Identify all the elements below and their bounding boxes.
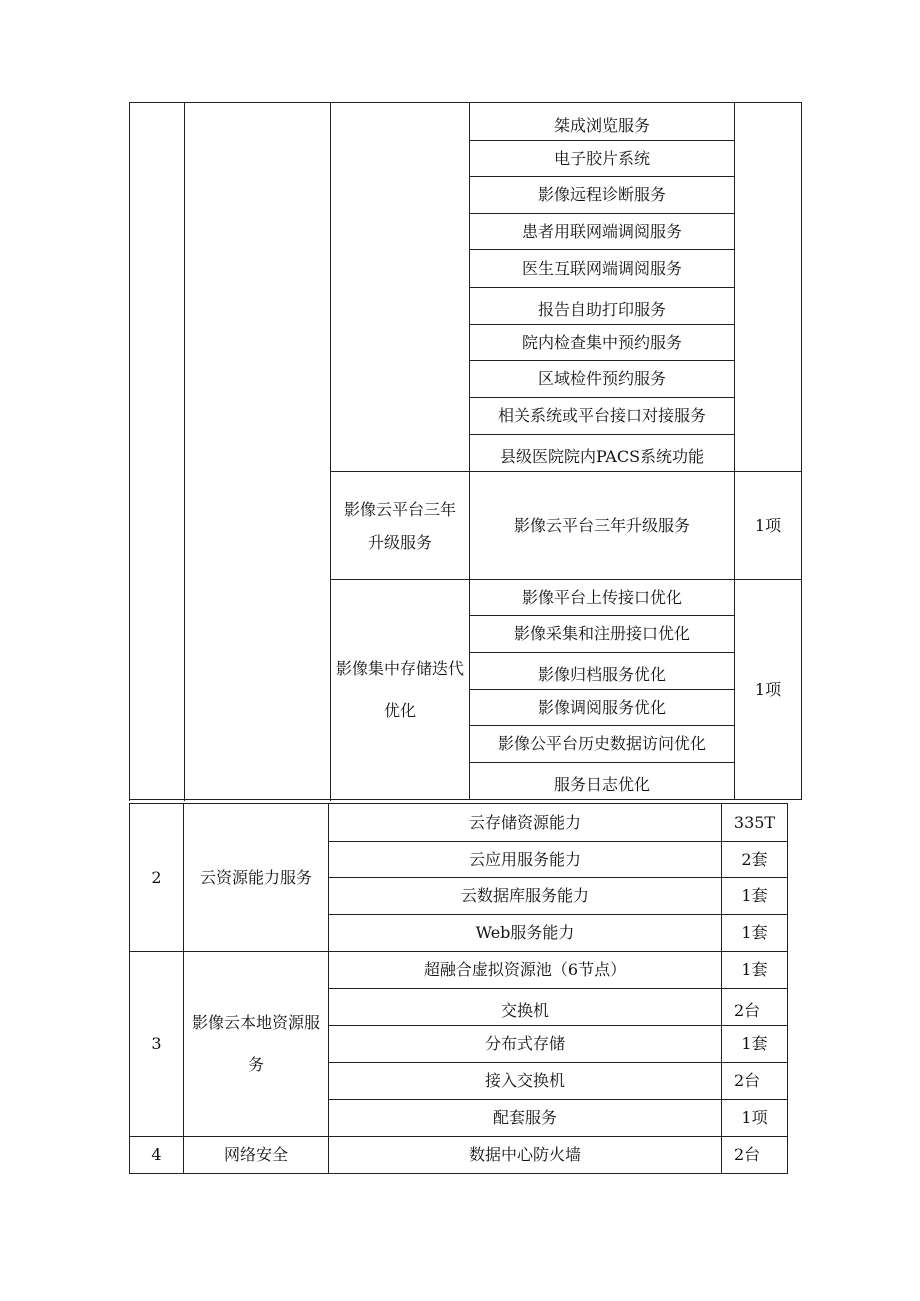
- sub1-item: 县级医院院内PACS系统功能: [470, 435, 735, 472]
- row4-number: 4: [130, 1137, 184, 1174]
- sub3-qty: 1项: [735, 580, 802, 800]
- sub3-item: 影像归档服务优化: [470, 653, 735, 690]
- row2-qty: 1套: [722, 915, 788, 952]
- service-list-table-lower: [129, 803, 788, 1174]
- sub1-item: 电子胶片系统: [470, 141, 735, 177]
- sub3-item: 影像平台上传接口优化: [470, 580, 735, 616]
- row3-qty: 2台: [722, 1063, 788, 1100]
- sub1-item: 患者用联网端调阅服务: [470, 214, 735, 250]
- row3-number: 3: [130, 952, 184, 1137]
- row1-name-cell: [185, 103, 331, 800]
- row3-item: 配套服务: [329, 1100, 722, 1137]
- service-list-table: [129, 102, 802, 800]
- sub2-name-text: 影像云平台三年升级服务: [343, 499, 456, 552]
- row4-name: 网络安全: [184, 1137, 329, 1174]
- sub1-item: 医生互联网端调阅服务: [470, 250, 735, 288]
- sub1-item: 区域检件预约服务: [470, 361, 735, 398]
- row3-item: 接入交换机: [329, 1063, 722, 1100]
- sub1-qty-cell: [735, 103, 802, 472]
- row2-item: 云数据库服务能力: [329, 878, 722, 915]
- row3-name: [184, 952, 329, 1137]
- row3-item: 超融合虚拟资源池（6节点）: [329, 952, 722, 989]
- row2-name: 云资源能力服务: [184, 804, 329, 952]
- sub1-item: 院内检查集中预约服务: [470, 325, 735, 361]
- row2-item: Web服务能力: [329, 915, 722, 952]
- sub2-qty: 1项: [735, 472, 802, 580]
- row3-qty: 1套: [722, 1026, 788, 1063]
- row4-item: 数据中心防火墙: [329, 1137, 722, 1174]
- row3-item: 交换机: [329, 989, 722, 1026]
- row3-item: 分布式存储: [329, 1026, 722, 1063]
- sub2-item: 影像云平台三年升级服务: [470, 472, 735, 580]
- sub1-item: 桀成浏览服务: [470, 103, 735, 141]
- row2-number: 2: [130, 804, 184, 952]
- sub1-item: 相关系统或平台接口对接服务: [470, 398, 735, 435]
- row3-qty: 1套: [722, 952, 788, 989]
- row1-number-cell: [130, 103, 185, 800]
- row3-qty: 2台: [722, 989, 788, 1026]
- row4-qty: 2台: [722, 1137, 788, 1174]
- sub1-name-cell: [331, 103, 470, 472]
- row3-qty: 1项: [722, 1100, 788, 1137]
- sub3-name: [331, 580, 470, 800]
- row2-qty: 2套: [722, 842, 788, 878]
- sub3-item: 影像公平台历史数据访问优化: [470, 726, 735, 763]
- sub3-item: 影像采集和注册接口优化: [470, 616, 735, 653]
- sub2-name: [331, 472, 470, 580]
- row2-item: 云存储资源能力: [329, 804, 722, 842]
- sub3-item: 服务日志优化: [470, 763, 735, 800]
- sub1-item: 影像远程诊断服务: [470, 177, 735, 214]
- row3-name-text: 影像云本地资源服务: [191, 1013, 320, 1074]
- row2-item: 云应用服务能力: [329, 842, 722, 878]
- sub1-item: 报告自助打印服务: [470, 288, 735, 325]
- row2-qty: 1套: [722, 878, 788, 915]
- sub3-name-text: 影像集中存储迭代优化: [335, 658, 464, 720]
- row2-qty: 335T: [722, 804, 788, 842]
- sub3-item: 影像调阅服务优化: [470, 690, 735, 726]
